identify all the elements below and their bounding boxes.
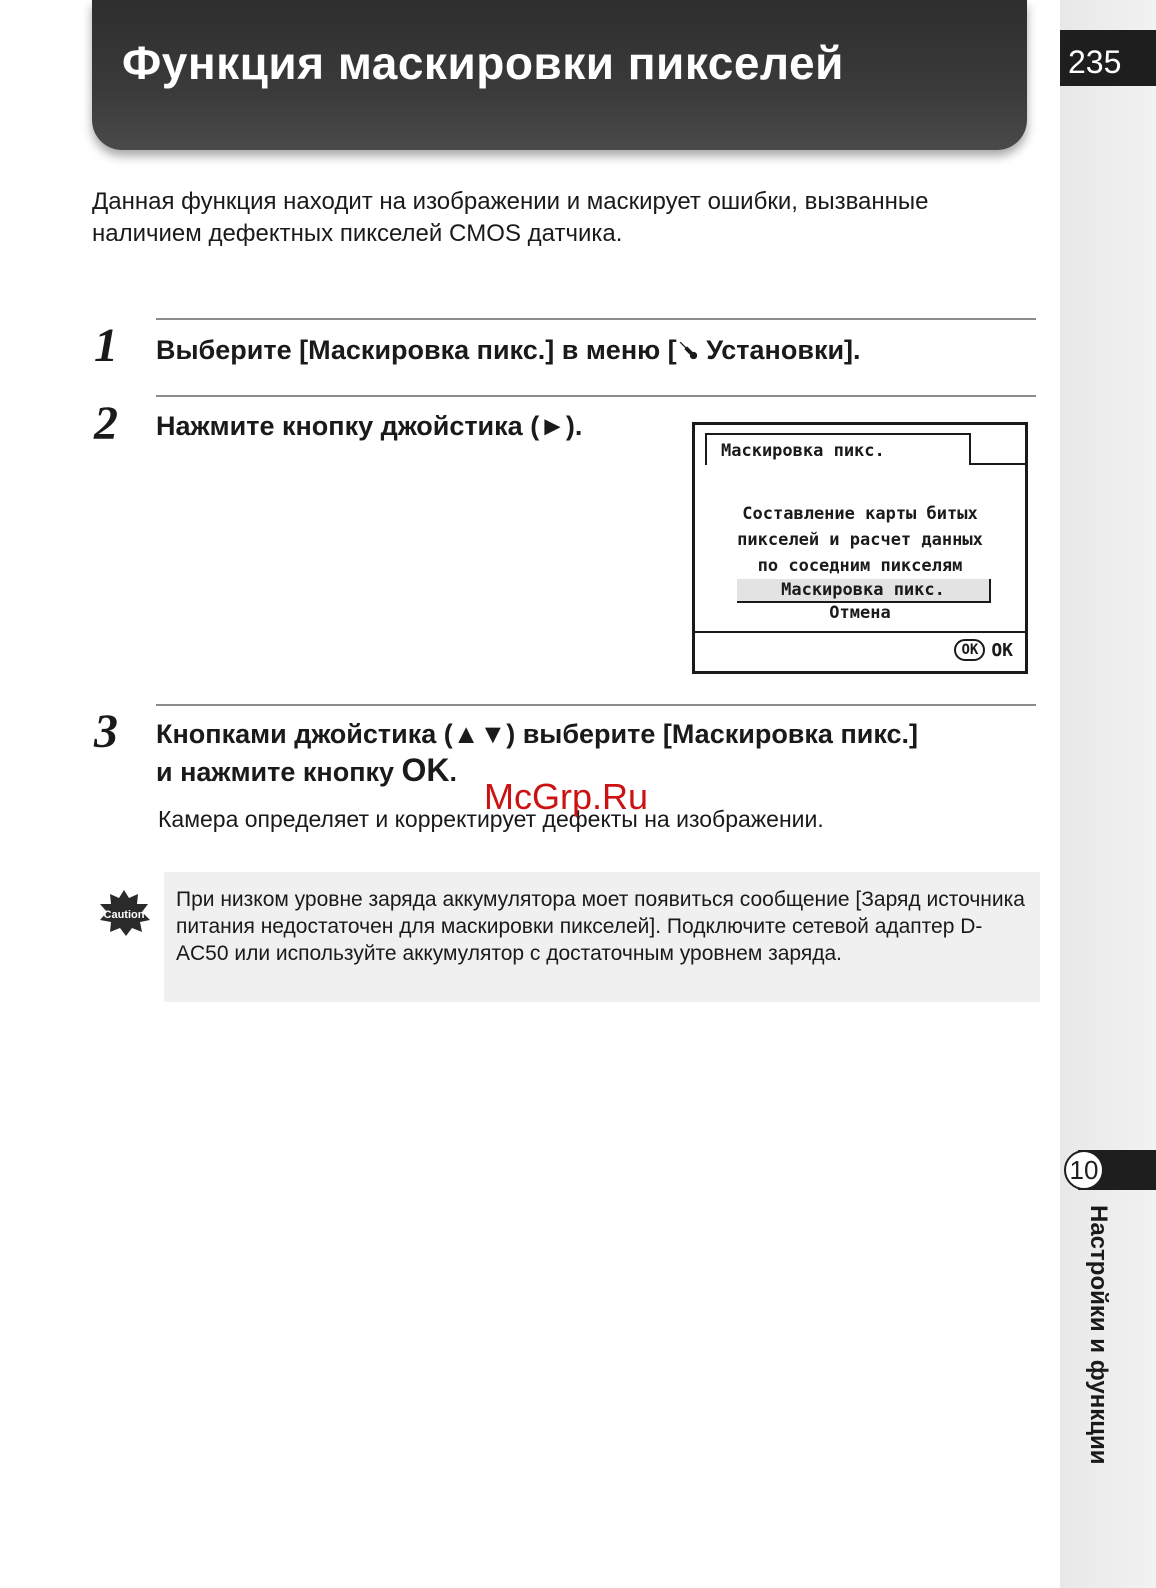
watermark: McGrp.Ru xyxy=(484,776,649,817)
ok-glyph: OK xyxy=(401,752,450,788)
intro-paragraph: Данная функция находит на изображении и маскирует ошибки, вызванные наличием дефектных пикселей CMOS датчика. xyxy=(92,188,929,247)
step-1-heading-end: Установки]. xyxy=(698,335,861,365)
chapter-number: 10 xyxy=(1064,1150,1104,1190)
step-number: 2 xyxy=(94,397,118,450)
screen-footer-divider xyxy=(695,631,1025,633)
camera-screen xyxy=(692,422,1028,674)
chapter-label: Настройки и функции xyxy=(1085,1205,1112,1465)
step-divider xyxy=(156,318,1036,320)
ok-button-icon: OK xyxy=(954,639,985,661)
screen-cancel-option: Отмена xyxy=(829,603,891,623)
step-3-line2-end: . xyxy=(449,757,458,787)
step-3-body: Камера определяет и корректирует дефекты на изображении. xyxy=(158,806,824,832)
screen-message-line: по соседним пикселям xyxy=(757,556,963,576)
svg-text:Caution: Caution xyxy=(103,909,145,921)
page-number: 235 xyxy=(1068,44,1122,80)
screen-selected-option: Маскировка пикс. xyxy=(737,579,991,603)
screen-message-line: Составление карты битых xyxy=(742,504,978,524)
page-title: Функция маскировки пикселей xyxy=(122,37,844,89)
step-number: 1 xyxy=(94,319,118,372)
caution-icon xyxy=(96,888,152,938)
step-3-line2-text: и нажмите кнопку xyxy=(156,757,402,787)
step-3-heading-line1: Кнопками джойстика (▲▼) выберите [Маскировка пикс.] xyxy=(156,719,919,749)
step-number: 3 xyxy=(94,705,118,758)
step-2-heading: Нажмите кнопку джойстика (►). xyxy=(156,411,583,441)
step-divider xyxy=(156,704,1036,706)
screen-message xyxy=(695,501,1025,579)
step-divider xyxy=(156,395,1036,397)
screen-message-line: пикселей и расчет данных xyxy=(737,530,983,550)
screen-tab-title: Маскировка пикс. xyxy=(705,433,971,465)
ok-label: OK xyxy=(991,639,1013,661)
screen-tab-line xyxy=(971,463,1025,465)
caution-text: При низком уровне заряда аккумулятора моет появиться сообщение [Заряд источника питания недостаточен для маскировки пикселей]. Подключите сетевой адаптер D-AC50 или используйте аккумулятор с достаточным уровнем заряда. xyxy=(176,888,1025,965)
wrench-icon xyxy=(677,339,699,361)
step-1-heading-text: Выберите [Маскировка пикс.] в меню [ xyxy=(156,335,677,365)
step-1-heading xyxy=(156,332,861,368)
screen-ok-hint xyxy=(954,639,1013,661)
